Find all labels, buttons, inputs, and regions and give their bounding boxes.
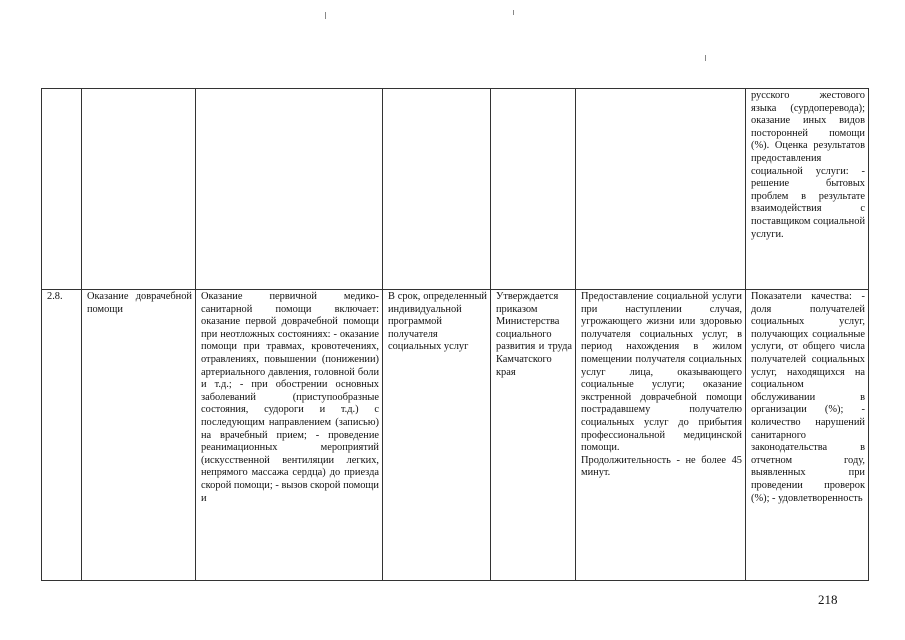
page-number: 218 [818,592,838,607]
scan-speck [513,10,514,15]
scan-speck [325,12,326,19]
table-row-continuation [42,89,869,290]
row1-name-cell [82,89,196,290]
service-description: Оказание первичной медико-санитарной помощи включает: оказание первой доврачебной помощи при неотложных состояниях: - оказание помощи при травмах, кровотечениях, отравлениях, повышении (понижении) артериального давления, головной боли и т.д.; - при обострении основных заболеваний (приступообразные состояния, судороги и т.д.) с последующим направлением (записью) на врачебный прием; - проведение реанимационных мероприятий (искусственной вентиляции легких, непрямого массажа сердца) до приезда скорой помощи; - вызов скорой помощи и [201,291,379,504]
service-duration: Продолжительность - не более 45 минут. [581,454,742,479]
row1-number-cell [42,89,82,290]
row2-name-cell [82,290,196,581]
row2-conditions-cell [576,290,746,581]
row1-term-cell [383,89,491,290]
scan-speck [705,55,706,61]
service-conditions: Предоставление социальной услуги при наступлении случая, угрожающего жизни или здоровью получателя социальных услуг, в период нахождения в жилом помещении получателя социальных услуг лица, оказывающего социальные услуги; оказание экстренной доврачебной помощи пострадавшему получателю социальных услуг до прибытия профессиональной медицинской помощи. [581,291,742,454]
row2-term-cell [383,290,491,581]
service-number: 2.8. [47,291,63,302]
row1-indicators-cell [746,89,869,290]
row2-description-cell [196,290,383,581]
row1-indicators-text: русского жестового языка (сурдоперевода); оказание иных видов посторонней помощи (%). Оценка результатов предоставления социальной услуги: - решение бытовых проблем в результате взаимодействия с поставщиком социальной услуги. [751,90,865,240]
services-table [41,88,869,581]
table-row-service-2-8 [42,290,869,581]
row1-description-cell [196,89,383,290]
row2-number-cell [42,290,82,581]
row1-conditions-cell [576,89,746,290]
quality-indicators: Показатели качества: - доля получателей социальных услуг, получающих социальные услуги, от общего числа получателей социальных услуг, находящихся на социальном обслуживании в организации (%); - количество нарушений санитарного законодательства в отчетном году, выявленных при проведении проверок (%); - удовлетворенность [751,291,865,504]
row2-tariff-cell [491,290,576,581]
service-name: Оказание доврачебной помощи [87,291,192,315]
service-tariff: Утверждается приказом Министерства социального развития и труда Камчатского края [496,291,572,378]
service-term: В срок, определенный индивидуальной программой получателя социальных услуг [388,291,487,353]
row1-tariff-cell [491,89,576,290]
row2-indicators-cell [746,290,869,581]
